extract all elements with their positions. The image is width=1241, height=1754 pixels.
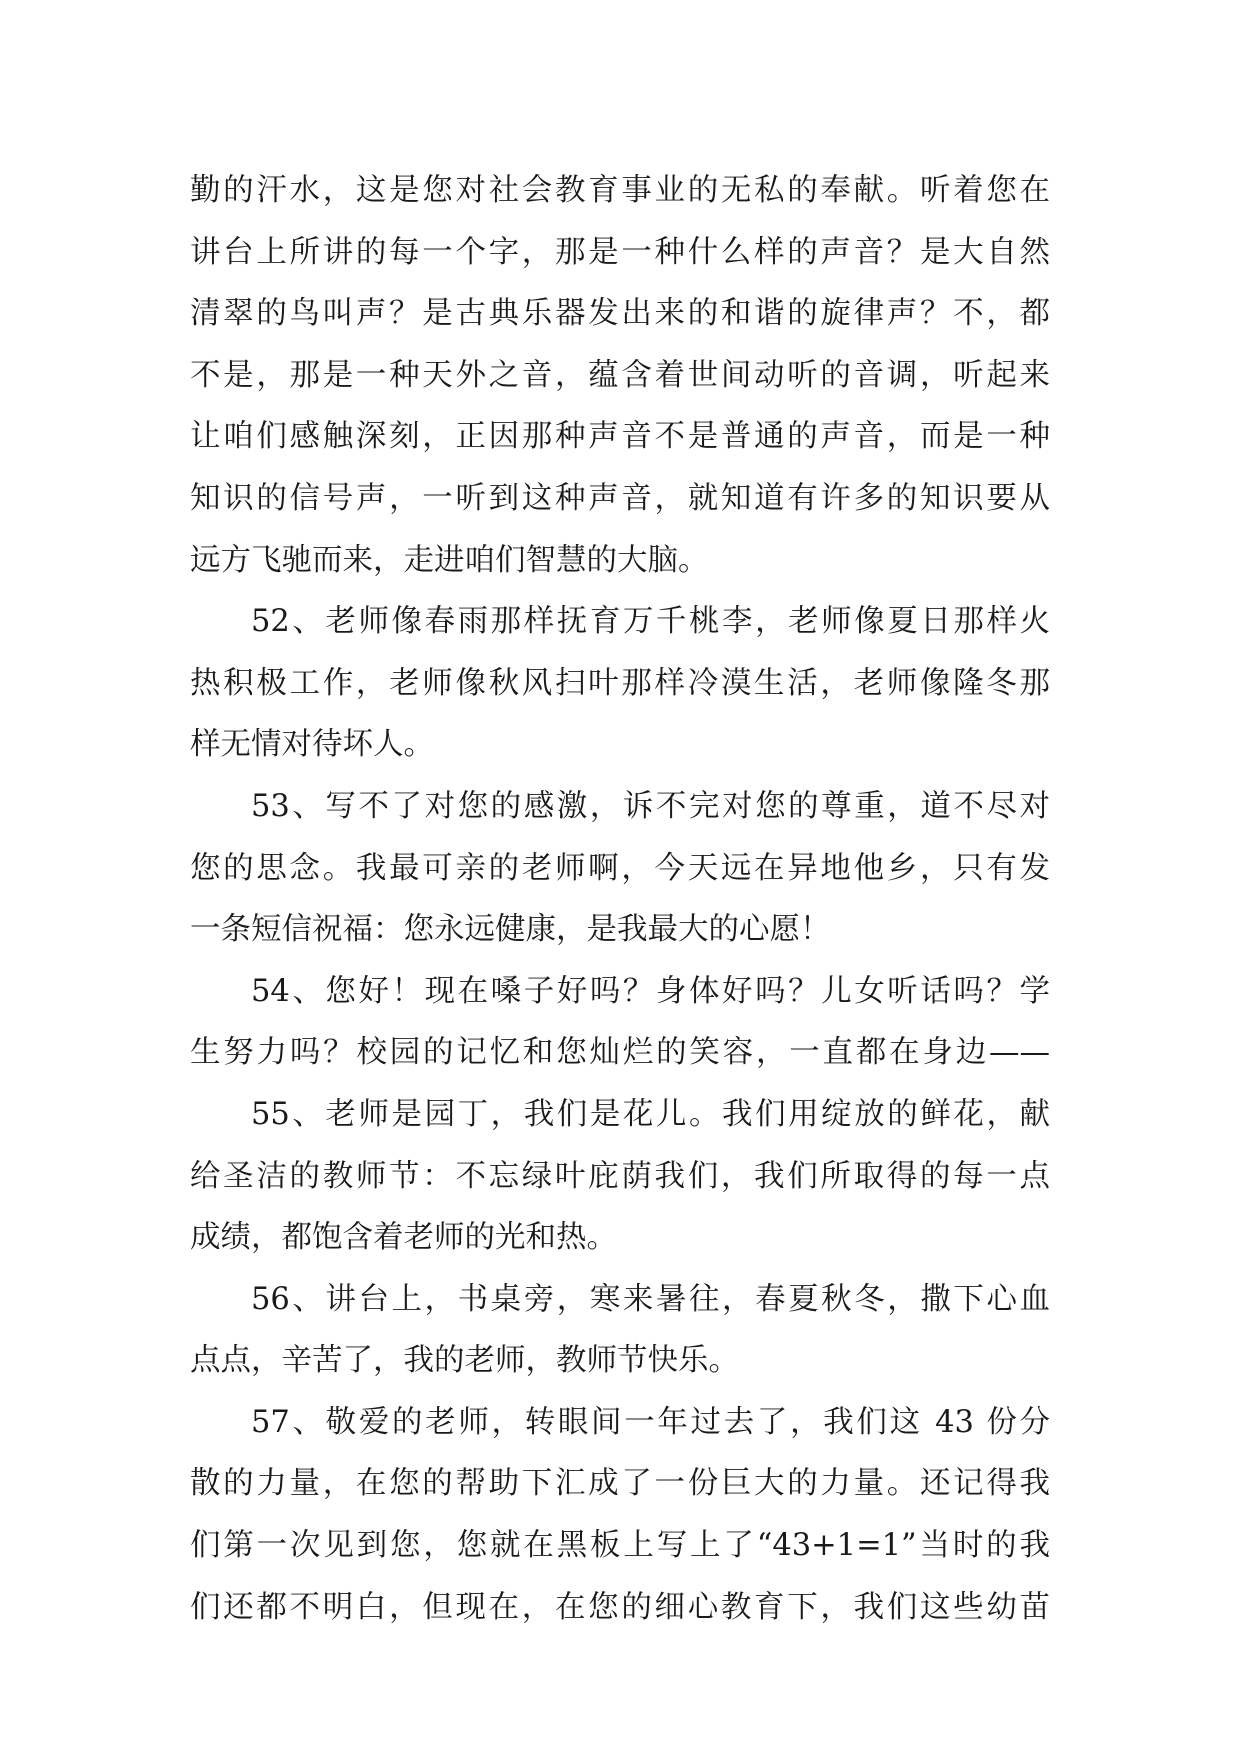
text-line: 55、老师是园丁，我们是花儿。我们用绽放的鲜花，献 <box>251 1096 1050 1132</box>
text-line: 热积极工作，老师像秋风扫叶那样冷漠生活，老师像隆冬那 <box>190 665 1050 701</box>
text-line: 让咱们感触深刻，正因那种声音不是普通的声音，而是一种 <box>190 419 1050 455</box>
text-line: 清翠的鸟叫声？是古典乐器发出来的和谐的旋律声？不，都 <box>190 296 1050 332</box>
text-line: 散的力量，在您的帮助下汇成了一份巨大的力量。还记得我 <box>190 1466 1050 1502</box>
text-line: 们第一次见到您，您就在黑板上写上了“43+1=1”当时的我 <box>190 1528 1050 1564</box>
text-line: 们还都不明白，但现在，在您的细心教育下，我们这些幼苗 <box>190 1589 1050 1625</box>
text-line: 一条短信祝福：您永远健康，是我最大的心愿！ <box>190 912 831 948</box>
text-line: 样无情对待坏人。 <box>190 727 434 763</box>
text-line: 远方飞驰而来，走进咱们智慧的大脑。 <box>190 542 709 578</box>
text-line: 57、敬爱的老师，转眼间一年过去了，我们这 43 份分 <box>251 1404 1050 1440</box>
text-line: 54、您好！现在嗓子好吗？身体好吗？儿女听话吗？学 <box>251 973 1050 1009</box>
text-line: 点点，辛苦了，我的老师，教师节快乐。 <box>190 1343 739 1379</box>
text-line: 知识的信号声，一听到这种声音，就知道有许多的知识要从 <box>190 480 1050 516</box>
body-text <box>190 160 1050 1638</box>
text-line: 您的思念。我最可亲的老师啊，今天远在异地他乡，只有发 <box>190 850 1050 886</box>
text-line: 生努力吗？校园的记忆和您灿烂的笑容，一直都在身边—— <box>190 1035 1050 1071</box>
text-line: 52、老师像春雨那样抚育万千桃李，老师像夏日那样火 <box>251 604 1050 640</box>
text-line: 53、写不了对您的感激，诉不完对您的尊重，道不尽对 <box>251 788 1050 824</box>
text-line: 56、讲台上，书桌旁，寒来暑往，春夏秋冬，撒下心血 <box>251 1281 1050 1317</box>
text-line: 勤的汗水，这是您对社会教育事业的无私的奉献。听着您在 <box>190 173 1050 208</box>
text-line: 不是，那是一种天外之音，蕴含着世间动听的音调，听起来 <box>190 357 1050 393</box>
text-line: 讲台上所讲的每一个字，那是一种什么样的声音？是大自然 <box>190 234 1050 270</box>
text-line: 成绩，都饱含着老师的光和热。 <box>190 1220 617 1256</box>
text-line: 给圣洁的教师节：不忘绿叶庇荫我们，我们所取得的每一点 <box>190 1158 1050 1194</box>
